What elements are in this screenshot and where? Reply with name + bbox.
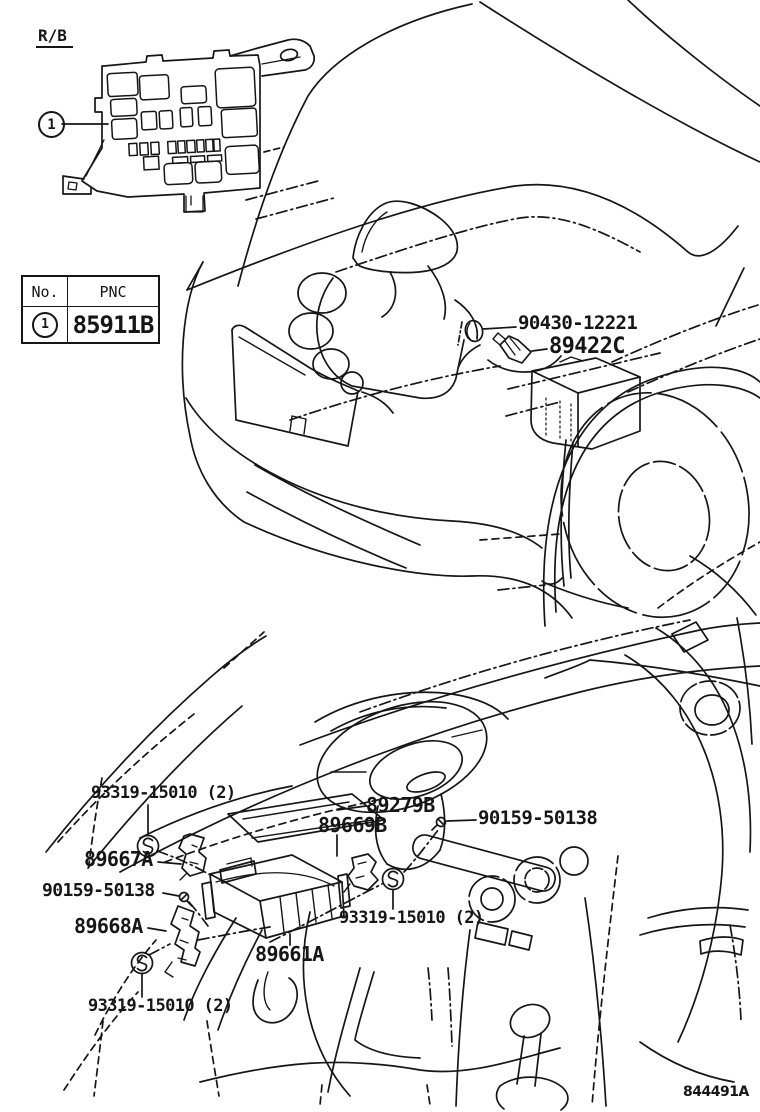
bracket-89669b-drawing: [344, 854, 378, 892]
pnc-row-value: 85911B: [72, 310, 154, 339]
pnc-table-row[interactable]: [22, 307, 159, 344]
relay-block-callout-1[interactable]: 1: [38, 111, 65, 138]
part-label-89667a[interactable]: 89667A: [84, 847, 153, 871]
instrument-panel-drawing: [46, 556, 760, 1110]
part-label-93319-15010-bottom[interactable]: 93319-15010 (2): [88, 996, 233, 1016]
part-label-90159-50138-right[interactable]: 90159-50138: [478, 807, 598, 829]
sensor-leader-line: [532, 349, 547, 351]
part-label-93319-15010-middle[interactable]: 93319-15010 (2): [339, 908, 484, 928]
grommet-leader-line: [483, 327, 516, 329]
part-label-89422c[interactable]: 89422C: [549, 334, 625, 359]
part-label-89279b[interactable]: 89279B: [366, 793, 435, 817]
part-label-89668a[interactable]: 89668A: [74, 914, 143, 938]
part-label-89669b[interactable]: 89669B: [318, 813, 387, 837]
pnc-table: [21, 275, 160, 344]
pnc-table-pnc-header: PNC: [68, 276, 160, 307]
part-label-90159-50138-left[interactable]: 90159-50138: [42, 880, 155, 901]
engine-compartment-drawing: [182, 0, 760, 635]
bracket-89667a-drawing: [179, 834, 206, 880]
figure-code: 844491A: [683, 1084, 749, 1100]
relay-block-title: R/B: [38, 26, 67, 45]
screw-middle-drawing: [383, 869, 404, 890]
ecu-drawing: [202, 855, 350, 938]
bracket-89668a-drawing: [165, 906, 200, 977]
temp-sensor-drawing: [493, 333, 531, 363]
part-label-93319-15010-top[interactable]: 93319-15010 (2): [91, 783, 236, 803]
relay-block-title-underline: [36, 46, 73, 48]
part-label-90430-12221[interactable]: 90430-12221: [518, 312, 638, 334]
screw-right-drawing: [432, 818, 446, 831]
part-label-89661a[interactable]: 89661A: [255, 942, 324, 966]
relay-block-drawing: [62, 39, 314, 212]
pnc-table-no-header: No.: [22, 276, 68, 307]
pnc-row-callout-1: 1: [32, 312, 58, 338]
